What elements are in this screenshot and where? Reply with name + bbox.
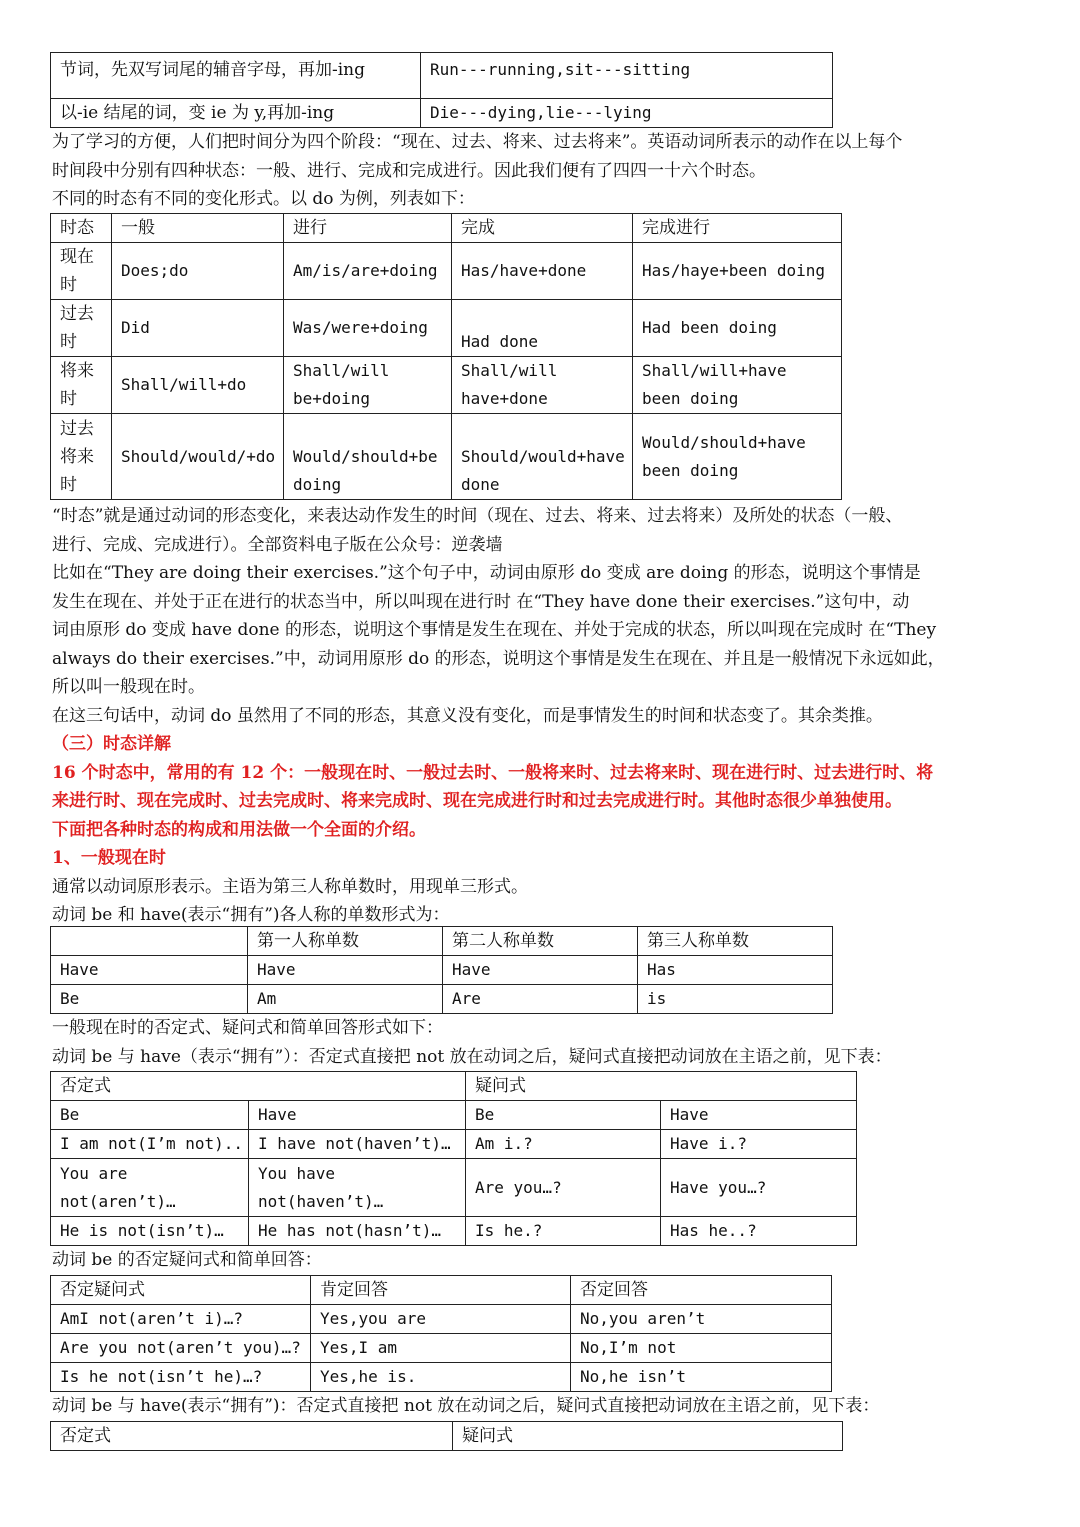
text-line: 不同的时态有不同的变化形式。以 do 为例，列表如下： [52,189,475,209]
text-line: 下面把各种时态的构成和用法做一个全面的介绍。 [52,819,426,840]
text-line: 在这三句话中，动词 do 虽然用了不同的形态，其意义没有变化，而是事情发生的时间和状态变了。其余类推。 [52,705,883,726]
table-cell: Shall/will+do [112,357,284,414]
row-header: 现在时 [51,243,112,300]
column-header: 时态 [51,214,112,243]
table-row [51,1217,857,1246]
text-line: 动词 be 与 have(表示“拥有”)：否定式直接把 not 放在动词之后，疑问式直接把动词放在主语之前，见下表： [52,1396,880,1416]
table-row [51,357,842,414]
text-line: 发生在现在、并处于正在进行的状态当中，所以叫现在进行时 在“They have done their exercises.”这句中，动 [52,591,910,612]
table-cell: Has/have+done [452,243,633,300]
table-cell: Yes,I am [311,1334,571,1363]
table-cell: I have not(haven’t)… [249,1130,466,1159]
table-cell: Be [51,985,248,1014]
row-header: 过去将来时 [51,414,112,500]
table-cell: Shall/will have+done [452,357,633,414]
intro-paragraph [52,128,902,214]
table-cell: 节词，先双写词尾的辅音字母，再加-ing [51,53,421,99]
table-cell: Has [638,956,833,985]
table-cell: Would/should+have been doing [633,414,842,500]
table-header-row [51,927,833,956]
table-cell: Die---dying,lie---lying [421,99,833,128]
table-row [51,1305,832,1334]
table-row [51,53,833,99]
table-cell: Should/would/+do [112,414,284,500]
table-cell: Does;do [112,243,284,300]
table-cell: You are not(aren’t)… [51,1159,249,1217]
table-cell: Shall/will+have been doing [633,357,842,414]
table-group-header-row [51,1072,857,1101]
table-row [51,956,833,985]
short-answer-table [50,1275,832,1392]
text-line: “时态”就是通过动词的形态变化，来表达动作发生的时间（现在、过去、将来、过去将来）及所处的状态（一般、 [52,506,903,526]
table-cell: Have [51,956,248,985]
table-row [51,99,833,128]
table-cell: He is not(isn’t)… [51,1217,249,1246]
ing-rules-table [50,52,833,128]
table-cell: You have not(haven’t)… [249,1159,466,1217]
text-line: always do their exercises.”中，动词用原形 do 的形态，说明这个事情是发生在现在、并且是一般情况下永远如此， [52,648,945,669]
table-cell: Have you…? [661,1159,857,1217]
column-header: 一般 [112,214,284,243]
table-cell: 以-ie 结尾的词，变 ie 为 y,再加-ing [51,99,421,128]
person-forms-table [50,926,833,1014]
table-cell: Am [248,985,443,1014]
text-line: 一般现在时的否定式、疑问式和简单回答形式如下： [52,1018,443,1038]
table-cell: No,I’m not [571,1334,832,1363]
subsection-heading: 1、一般现在时 [52,848,166,868]
table-cell: Has/haye+been doing [633,243,842,300]
column-header: 否定式 [51,1422,453,1451]
table-cell: Is he not(isn’t he)…? [51,1363,311,1392]
table-row [51,414,842,500]
table-header-row [51,214,842,243]
table-cell: Are you not(aren’t you)…? [51,1334,311,1363]
table-cell: Shall/will be+doing [284,357,452,414]
table-cell: No,he isn’t [571,1363,832,1392]
text-line: 动词 be 的否定疑问式和简单回答： [52,1250,322,1270]
table-cell: Should/would+have done [452,414,633,500]
table-row [51,300,842,357]
column-header: 完成 [452,214,633,243]
table-cell: Is he.? [466,1217,661,1246]
text-line: 为了学习的方便，人们把时间分为四个阶段：“现在、过去、将来、过去将来”。英语动词所表示的动作在以上每个 [52,132,903,152]
column-header: Have [661,1101,857,1130]
explanation-paragraph [52,502,945,730]
text-line: 时间段中分别有四种状态：一般、进行、完成和完成进行。因此我们便有了四四一十六个时态。 [52,160,766,181]
table-row [51,243,842,300]
text-line: 所以叫一般现在时。 [52,677,205,697]
table-cell: Have [248,956,443,985]
table-header-row [51,1276,832,1305]
table-header-row [51,1101,857,1130]
table-row [51,985,833,1014]
text-line: 16 个时态中，常用的有 12 个：一般现在时、一般过去时、一般将来时、过去将来时、现在进行时、过去进行时、将 [52,762,934,783]
table-cell: Has he..? [661,1217,857,1246]
column-header: 第二人称单数 [443,927,638,956]
column-header: 完成进行 [633,214,842,243]
negative-question-intro [52,1014,892,1071]
table-row [51,1334,832,1363]
table-header-row [51,1422,843,1451]
row-header: 过去时 [51,300,112,357]
table-cell: Would/should+be doing [284,414,452,500]
table-cell: Did [112,300,284,357]
column-header [51,927,248,956]
table-cell: Are [443,985,638,1014]
table-cell: Are you…? [466,1159,661,1217]
table-cell: Have [443,956,638,985]
tense-detail-section [52,730,933,930]
column-header: Be [466,1101,661,1130]
negative-question-table [50,1071,857,1246]
column-header: 否定疑问式 [51,1276,311,1305]
table-cell: Am/is/are+doing [284,243,452,300]
column-header: Have [249,1101,466,1130]
table-cell: Had been doing [633,300,842,357]
table-cell: AmI not(aren’t i)…? [51,1305,311,1334]
column-header: 第三人称单数 [638,927,833,956]
text-line: 动词 be 与 have（表示“拥有”）：否定式直接把 not 放在动词之后，疑问式直接把动词放在主语之前，见下表： [52,1046,892,1067]
column-group-header: 疑问式 [466,1072,857,1101]
text-line: 词由原形 do 变成 have done 的形态，说明这个事情是发生在现在、并处于完成的状态，所以叫现在完成时 在“They [52,620,937,640]
column-group-header: 否定式 [51,1072,466,1101]
table-cell: Yes,he is. [311,1363,571,1392]
negative-question-be-intro [52,1246,322,1275]
table-cell: Am i.? [466,1130,661,1159]
column-header: 进行 [284,214,452,243]
row-header: 将来时 [51,357,112,414]
column-header: 第一人称单数 [248,927,443,956]
table-row [51,1363,832,1392]
table-row [51,1130,857,1159]
table-cell: I am not(I’m not).. [51,1130,249,1159]
table-cell: is [638,985,833,1014]
table-cell: Yes,you are [311,1305,571,1334]
table-cell: No,you aren’t [571,1305,832,1334]
table-cell: He has not(hasn’t)… [249,1217,466,1246]
tense-table [50,213,842,500]
table-cell: Was/were+doing [284,300,452,357]
column-header: 肯定回答 [311,1276,571,1305]
table-cell: Had done [452,300,633,357]
section-heading: （三）时态详解 [52,734,171,754]
have-negative-question-table [50,1421,843,1451]
column-header: 疑问式 [453,1422,843,1451]
column-header: Be [51,1101,249,1130]
table-cell: Run---running,sit---sitting [421,53,833,99]
column-header: 否定回答 [571,1276,832,1305]
have-intro [52,1392,879,1421]
text-line: 比如在“They are doing their exercises.”这个句子中，动词由原形 do 变成 are doing 的形态，说明这个事情是 [52,563,921,583]
text-line: 进行、完成、完成进行）。全部资料电子版在公众号：逆袭墙 [52,534,503,555]
text-line: 动词 be 和 have(表示“拥有”)各人称的单数形式为： [52,905,450,925]
text-line: 来进行时、现在完成时、过去完成时、将来完成时、现在完成进行时和过去完成进行时。其他时态很少单独使用。 [52,791,902,811]
text-line: 通常以动词原形表示。主语为第三人称单数时，用现单三形式。 [52,876,528,897]
table-cell: Have i.? [661,1130,857,1159]
table-row [51,1159,857,1217]
